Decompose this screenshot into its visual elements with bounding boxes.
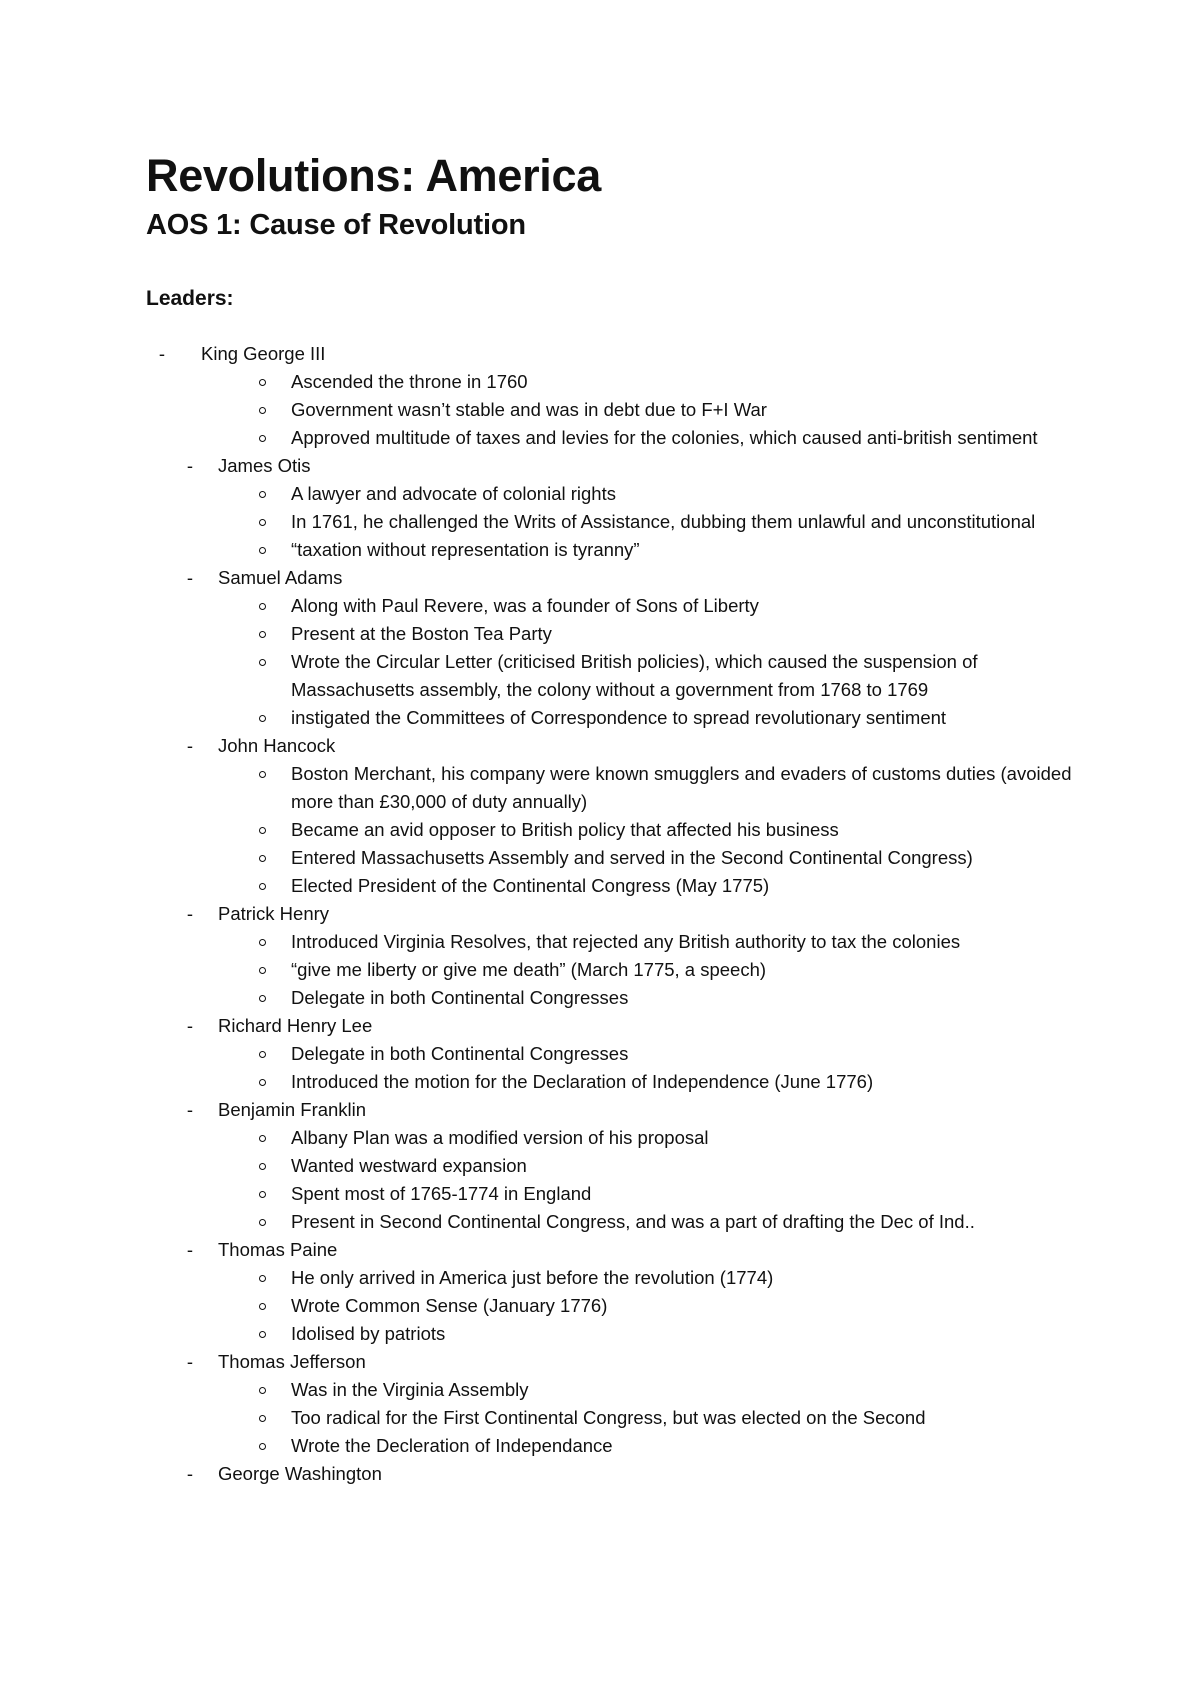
leader-point [0,844,1200,872]
leader-point-text: Present at the Boston Tea Party [291,623,552,644]
leader-point-text: “taxation without representation is tyranny” [291,539,640,560]
leader-point [0,928,1200,956]
hollow-circle-bullet-icon [259,547,266,554]
leader-row [0,564,1200,592]
leader-point [0,984,1200,1012]
leader-item [0,1096,1200,1236]
dash-bullet-icon: - [186,1015,194,1036]
leader-point-text: Approved multitude of taxes and levies for the colonies, which caused anti-british sentiment [291,427,1038,448]
leader-points-list [0,1040,1200,1096]
leader-name: Thomas Paine [218,1239,338,1260]
leader-name: Samuel Adams [218,567,343,588]
hollow-circle-bullet-icon [259,1387,266,1394]
leader-point [0,1040,1200,1068]
hollow-circle-bullet-icon [259,1051,266,1058]
leader-points-list [0,1124,1200,1236]
leader-points-list [0,1264,1200,1348]
hollow-circle-bullet-icon [259,939,266,946]
leader-point-text: Government wasn’t stable and was in debt due to F+I War [291,399,767,420]
leader-item [0,340,1200,452]
hollow-circle-bullet-icon [259,1135,266,1142]
leader-point-text: Wrote the Decleration of Independance [291,1435,613,1456]
leader-point [0,508,1200,536]
hollow-circle-bullet-icon [259,435,266,442]
leader-item [0,1460,1200,1488]
leader-point-text: Ascended the throne in 1760 [291,371,528,392]
leader-item [0,732,1200,900]
leader-name: King George III [201,343,326,364]
hollow-circle-bullet-icon [259,1219,266,1226]
leader-points-list [0,592,1200,732]
hollow-circle-bullet-icon [259,771,266,778]
dash-bullet-icon: - [186,1351,194,1372]
leader-row [0,1348,1200,1376]
leader-point [0,704,1200,732]
dash-bullet-icon: - [186,1099,194,1120]
leader-point [0,1376,1200,1404]
document-title: Revolutions: America [146,150,601,201]
leader-point-text: Became an avid opposer to British policy that affected his business [291,819,839,840]
hollow-circle-bullet-icon [259,855,266,862]
leader-points-list [0,760,1200,900]
leader-point [0,620,1200,648]
dash-bullet-icon: - [186,567,194,588]
leader-point [0,760,1200,816]
leader-point [0,648,1200,704]
hollow-circle-bullet-icon [259,379,266,386]
leader-points-list [0,928,1200,1012]
leader-point-text: Spent most of 1765-1774 in England [291,1183,592,1204]
leader-point [0,1432,1200,1460]
hollow-circle-bullet-icon [259,715,266,722]
leader-point-text: Introduced Virginia Resolves, that rejected any British authority to tax the colonies [291,931,961,952]
leader-point-text: Entered Massachusetts Assembly and served in the Second Continental Congress) [291,847,973,868]
hollow-circle-bullet-icon [259,603,266,610]
leader-point [0,1068,1200,1096]
leader-points-list [0,1376,1200,1460]
leader-row [0,452,1200,480]
leader-point [0,592,1200,620]
leader-point [0,1208,1200,1236]
leader-row [0,1012,1200,1040]
leader-point [0,480,1200,508]
leader-points-list [0,480,1200,564]
leader-point [0,424,1200,452]
leader-point-text: instigated the Committees of Correspondence to spread revolutionary sentiment [291,707,947,728]
leader-point-text: Wrote the Circular Letter (criticised British policies), which caused the suspension of Massachusetts assembly, the colony without a government from 1768 to 1769 [291,651,978,700]
leader-item [0,1236,1200,1348]
leader-point-text: Introduced the motion for the Declaration of Independence (June 1776) [291,1071,874,1092]
leader-point-text: Along with Paul Revere, was a founder of Sons of Liberty [291,595,759,616]
leader-point [0,396,1200,424]
hollow-circle-bullet-icon [259,1415,266,1422]
leader-name: Benjamin Franklin [218,1099,367,1120]
leader-item [0,1012,1200,1096]
leader-point [0,816,1200,844]
leader-point-text: Elected President of the Continental Congress (May 1775) [291,875,770,896]
dash-bullet-icon: - [186,735,194,756]
leader-name: Richard Henry Lee [218,1015,373,1036]
leader-row [0,732,1200,760]
leader-point-text: “give me liberty or give me death” (March 1775, a speech) [291,959,767,980]
leader-point [0,1180,1200,1208]
leader-point-text: Was in the Virginia Assembly [291,1379,529,1400]
hollow-circle-bullet-icon [259,827,266,834]
dash-bullet-icon: - [186,903,194,924]
section-heading: Leaders: [146,287,234,310]
hollow-circle-bullet-icon [259,1191,266,1198]
leader-point [0,1320,1200,1348]
leader-row [0,1236,1200,1264]
leader-point-text: Wrote Common Sense (January 1776) [291,1295,608,1316]
leader-point [0,1404,1200,1432]
hollow-circle-bullet-icon [259,407,266,414]
leader-name: George Washington [218,1463,382,1484]
leader-point [0,956,1200,984]
leader-point [0,1264,1200,1292]
leader-point-text: Delegate in both Continental Congresses [291,987,629,1008]
leader-point-text: Present in Second Continental Congress, and was a part of drafting the Dec of Ind.. [291,1211,975,1232]
dash-bullet-icon: - [158,343,166,364]
leader-point [0,872,1200,900]
leader-point-text: A lawyer and advocate of colonial rights [291,483,616,504]
leader-point [0,536,1200,564]
hollow-circle-bullet-icon [259,519,266,526]
hollow-circle-bullet-icon [259,1303,266,1310]
hollow-circle-bullet-icon [259,631,266,638]
leader-row [0,1096,1200,1124]
leader-point [0,1292,1200,1320]
hollow-circle-bullet-icon [259,491,266,498]
leader-row [0,900,1200,928]
leader-point-text: Boston Merchant, his company were known smugglers and evaders of customs duties (avoided more than £30,000 of duty annually) [291,763,1072,812]
hollow-circle-bullet-icon [259,995,266,1002]
leader-item [0,564,1200,732]
leader-name: James Otis [218,455,311,476]
leader-point-text: In 1761, he challenged the Writs of Assistance, dubbing them unlawful and unconstitutional [291,511,1036,532]
leader-points-list [0,368,1200,452]
leader-item [0,452,1200,564]
leader-item [0,1348,1200,1460]
hollow-circle-bullet-icon [259,1331,266,1338]
leader-row [0,1460,1200,1488]
hollow-circle-bullet-icon [259,883,266,890]
leader-name: Thomas Jefferson [218,1351,366,1372]
leader-name: John Hancock [218,735,336,756]
leaders-list [0,340,1200,1488]
hollow-circle-bullet-icon [259,967,266,974]
leader-point-text: Albany Plan was a modified version of his proposal [291,1127,709,1148]
dash-bullet-icon: - [186,1463,194,1484]
leader-point-text: Wanted westward expansion [291,1155,527,1176]
hollow-circle-bullet-icon [259,1163,266,1170]
leader-name: Patrick Henry [218,903,330,924]
leader-point-text: Too radical for the First Continental Congress, but was elected on the Second [291,1407,926,1428]
leader-point [0,368,1200,396]
dash-bullet-icon: - [186,1239,194,1260]
document-subtitle: AOS 1: Cause of Revolution [146,209,526,241]
leader-row [0,340,1200,368]
leader-item [0,900,1200,1012]
hollow-circle-bullet-icon [259,1079,266,1086]
leader-point [0,1152,1200,1180]
leader-point-text: Delegate in both Continental Congresses [291,1043,629,1064]
leader-point-text: He only arrived in America just before the revolution (1774) [291,1267,774,1288]
leader-point-text: Idolised by patriots [291,1323,446,1344]
leader-point [0,1124,1200,1152]
dash-bullet-icon: - [186,455,194,476]
hollow-circle-bullet-icon [259,1275,266,1282]
hollow-circle-bullet-icon [259,659,266,666]
hollow-circle-bullet-icon [259,1443,266,1450]
